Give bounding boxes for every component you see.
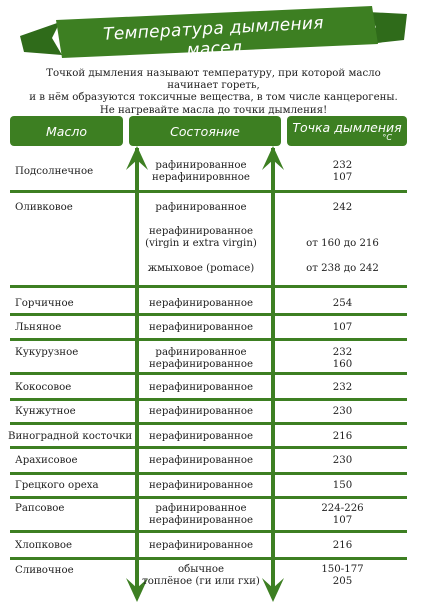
smoke-point: 224-226 <box>321 503 364 514</box>
smoke-point: 216 <box>332 431 353 442</box>
row-divider <box>10 557 407 560</box>
column-divider-right <box>271 148 275 588</box>
smoke-point: 107 <box>332 172 353 183</box>
oil-state: нерафинированное <box>149 431 253 442</box>
row-divider <box>10 313 407 316</box>
oil-name: Арахисовое <box>15 455 78 466</box>
row-divider <box>10 398 407 401</box>
oil-name: Оливковое <box>15 202 73 213</box>
oil-state: (virgin и extra virgin) <box>145 238 257 249</box>
oil-name: Грецкого ореха <box>15 480 99 491</box>
intro-line: начинает гореть, <box>167 80 260 92</box>
header-smoke-point-label: Точка дымления <box>292 119 402 135</box>
oil-name: Кунжутное <box>15 406 76 417</box>
smoke-point: 232 <box>332 160 353 171</box>
oil-name: Рапсовое <box>15 503 65 514</box>
row-divider <box>10 190 407 193</box>
oil-state: нерафинированное <box>149 298 253 309</box>
arrow-down-icon <box>262 562 284 602</box>
smoke-point: 242 <box>332 202 353 213</box>
row-divider <box>10 496 407 499</box>
smoke-point: 230 <box>332 406 353 417</box>
oil-state: нерафинированное <box>149 322 253 333</box>
row-divider <box>10 338 407 341</box>
smoke-point: 107 <box>332 322 353 333</box>
page-title: Температура дымления масел <box>102 13 325 61</box>
row-divider <box>10 285 407 288</box>
header-smoke-point-unit: °C <box>382 132 392 142</box>
row-divider <box>10 422 407 425</box>
header-oil: Масло <box>10 116 123 146</box>
smoke-point: от 160 до 216 <box>306 238 379 249</box>
oil-state: нерафинированное <box>149 382 253 393</box>
smoke-point: 216 <box>332 540 353 551</box>
smoke-point: 160 <box>332 359 353 370</box>
oil-state: нерафинированное <box>149 359 253 370</box>
smoke-point: 107 <box>332 515 353 526</box>
oil-state: нерафинированное <box>149 540 253 551</box>
oil-state: нерафинированное <box>149 480 253 491</box>
oil-state: нерафинировнное <box>152 172 250 183</box>
intro-line: Не нагревайте масла до точки дымления! <box>99 104 328 116</box>
oil-state: рафинированное <box>155 503 247 514</box>
oil-name: Сливочное <box>15 565 74 576</box>
oil-state: жмыховое (pomace) <box>147 263 255 274</box>
row-divider <box>10 472 407 475</box>
oil-state: рафинированное <box>155 160 247 171</box>
oil-state: рафинированное <box>155 347 247 358</box>
oil-name: Кукурузное <box>15 347 79 358</box>
smoke-point: 150 <box>332 480 353 491</box>
oil-state: нерафинированное <box>149 226 253 237</box>
smoke-point: 150-177 <box>321 564 364 575</box>
oil-name: Хлопковое <box>15 540 73 551</box>
oil-name: Льняное <box>15 322 62 333</box>
oil-state: нерафинированное <box>149 515 253 526</box>
column-divider-left <box>135 148 139 588</box>
smoke-point: 205 <box>332 576 353 587</box>
smoke-point: от 238 до 242 <box>306 263 379 274</box>
smoke-point: 254 <box>332 298 353 309</box>
oil-name: Виноградной косточки <box>8 431 133 442</box>
oil-name: Горчичное <box>15 298 74 309</box>
oil-state: рафинированное <box>155 202 247 213</box>
arrow-up-icon <box>262 146 284 186</box>
row-divider <box>10 446 407 449</box>
row-divider <box>10 372 407 375</box>
oil-name: Подсолнечное <box>15 166 94 177</box>
oil-name: Кокосовое <box>15 382 72 393</box>
oil-state: нерафинированное <box>149 455 253 466</box>
intro-line: Точкой дымления называют температуру, при которой масло <box>46 68 381 79</box>
row-divider <box>10 530 407 533</box>
smoke-point: 232 <box>332 347 353 358</box>
smoke-point: 232 <box>332 382 353 393</box>
header-state: Состояние <box>129 116 281 146</box>
oil-state: топлёное (ги или гхи) <box>142 576 260 587</box>
smoke-point: 230 <box>332 455 353 466</box>
oil-state: обычное <box>177 564 225 575</box>
intro-line: и в нём образуются токсичные вещества, в том числе канцерогены. <box>29 92 398 104</box>
header-smoke-point <box>287 116 407 146</box>
oil-state: нерафинированное <box>149 406 253 417</box>
intro-text <box>10 68 417 117</box>
